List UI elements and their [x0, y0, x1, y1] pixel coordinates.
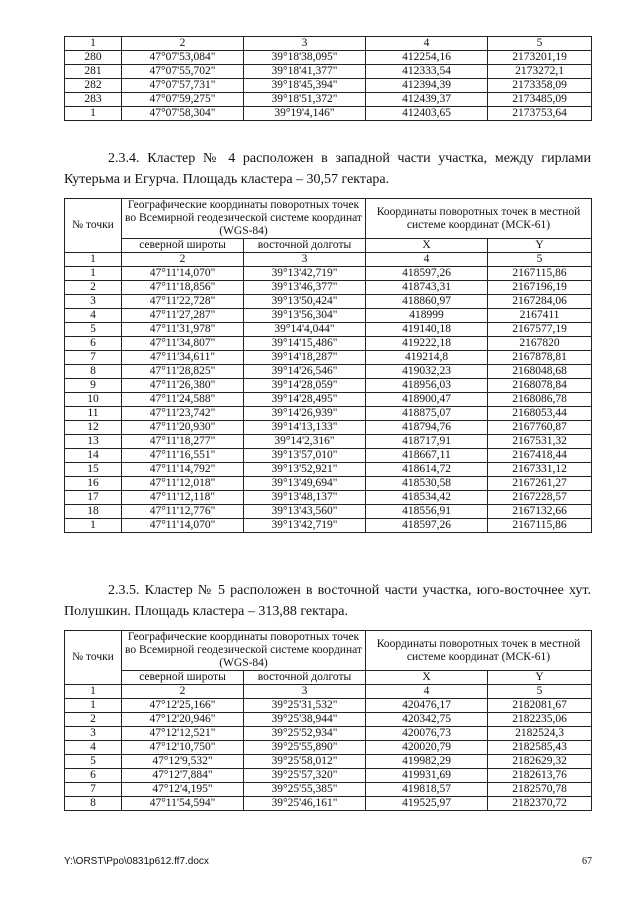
table-cell: 418860,97	[366, 295, 488, 309]
table-cell: 2167132,66	[488, 505, 592, 519]
table-row	[65, 267, 592, 281]
table-row	[65, 65, 592, 79]
table-cell: 47°11'28,825"	[122, 365, 244, 379]
table-row	[65, 337, 592, 351]
table-cell: 2167577,19	[488, 323, 592, 337]
table-cell: 283	[65, 93, 122, 107]
table-cell: 2168048,68	[488, 365, 592, 379]
table-row	[65, 477, 592, 491]
table-cell: 47°07'58,304"	[122, 107, 244, 121]
table-cell: 2167284,06	[488, 295, 592, 309]
table-cell: 47°11'20,930"	[122, 421, 244, 435]
table-cell: 39°14'2,316"	[244, 435, 366, 449]
table-cell: 2168078,84	[488, 379, 592, 393]
table-cell: 6	[65, 769, 122, 783]
table-cell: 13	[65, 435, 122, 449]
table-cell: 14	[65, 449, 122, 463]
table-cell: 39°19'4,146"	[244, 107, 366, 121]
table-cell: 419222,18	[366, 337, 488, 351]
table-cell: 47°11'27,287"	[122, 309, 244, 323]
table-cell: 39°14'13,133"	[244, 421, 366, 435]
table-cell: 419140,18	[366, 323, 488, 337]
column-number: 3	[244, 253, 366, 267]
column-number: 1	[65, 37, 122, 51]
table-cell: 39°18'38,095"	[244, 51, 366, 65]
coordinates-table-cluster-3-continued	[64, 36, 592, 121]
table-cell: 281	[65, 65, 122, 79]
table-row	[65, 407, 592, 421]
table-cell: 17	[65, 491, 122, 505]
table-cell: 420342,75	[366, 713, 488, 727]
column-numbers-row	[65, 37, 592, 51]
header-local-coordinates: Координаты поворотных точек в местной системе координат (МСК-61)	[366, 199, 592, 239]
table-cell: 16	[65, 477, 122, 491]
table-cell: 39°13'56,304"	[244, 309, 366, 323]
header-longitude: восточной долготы	[244, 239, 366, 253]
table-cell: 8	[65, 365, 122, 379]
table-cell: 47°11'18,856"	[122, 281, 244, 295]
header-x: X	[366, 671, 488, 685]
table-row	[65, 323, 592, 337]
table-row	[65, 463, 592, 477]
table-cell: 418875,07	[366, 407, 488, 421]
table-cell: 1	[65, 267, 122, 281]
table-cell: 8	[65, 797, 122, 811]
table-cell: 47°12'12,521"	[122, 727, 244, 741]
table-cell: 1	[65, 699, 122, 713]
table-cell: 2173753,64	[488, 107, 592, 121]
table-cell: 418556,91	[366, 505, 488, 519]
table-cell: 39°25'55,890"	[244, 741, 366, 755]
table-cell: 47°07'59,275"	[122, 93, 244, 107]
table-cell: 47°11'24,588"	[122, 393, 244, 407]
table-cell: 6	[65, 337, 122, 351]
table-row	[65, 107, 592, 121]
table-cell: 280	[65, 51, 122, 65]
table-cell: 2173201,19	[488, 51, 592, 65]
table-cell: 412403,65	[366, 107, 488, 121]
column-number: 3	[244, 685, 366, 699]
table-cell: 2173272,1	[488, 65, 592, 79]
table-cell: 419931,69	[366, 769, 488, 783]
table-cell: 2167531,32	[488, 435, 592, 449]
table-row	[65, 797, 592, 811]
cluster-5-paragraph: 2.3.5. Кластер № 5 расположен в восточной части участка, юго-восточнее хут. Полушкин. Площадь кластера – 313,88 гектара.	[64, 583, 591, 619]
table-cell: 419214,8	[366, 351, 488, 365]
table-cell: 39°13'49,694"	[244, 477, 366, 491]
table-row	[65, 79, 592, 93]
table-cell: 2	[65, 281, 122, 295]
table-row	[65, 421, 592, 435]
table-cell: 418900,47	[366, 393, 488, 407]
header-local-coordinates: Координаты поворотных точек в местной системе координат (МСК-61)	[366, 631, 592, 671]
table-cell: 412394,39	[366, 79, 488, 93]
table-row	[65, 727, 592, 741]
table-row	[65, 365, 592, 379]
table-cell: 39°13'52,921"	[244, 463, 366, 477]
table-cell: 2	[65, 713, 122, 727]
table-row	[65, 435, 592, 449]
table-cell: 419982,29	[366, 755, 488, 769]
table-cell: 418530,58	[366, 477, 488, 491]
table-cell: 419032,23	[366, 365, 488, 379]
table-cell: 4	[65, 741, 122, 755]
table-cell: 418794,76	[366, 421, 488, 435]
table-cell: 15	[65, 463, 122, 477]
table-row	[65, 699, 592, 713]
table-cell: 2168086,78	[488, 393, 592, 407]
table-cell: 39°13'42,719"	[244, 519, 366, 533]
table-cell: 2167820	[488, 337, 592, 351]
table-cell: 2182370,72	[488, 797, 592, 811]
column-number: 2	[122, 685, 244, 699]
footer-file-path: Y:\ORST\Ppo\0831p612.ff7.docx	[64, 856, 209, 867]
table-row	[65, 741, 592, 755]
header-x: X	[366, 239, 488, 253]
column-number: 4	[366, 37, 488, 51]
table-row	[65, 769, 592, 783]
table-cell: 47°12'7,884"	[122, 769, 244, 783]
table-cell: 47°12'10,750"	[122, 741, 244, 755]
table-cell: 12	[65, 421, 122, 435]
table-cell: 39°25'38,944"	[244, 713, 366, 727]
table-cell: 39°13'43,560"	[244, 505, 366, 519]
table-cell: 419818,57	[366, 783, 488, 797]
table-cell: 1	[65, 107, 122, 121]
table-cell: 39°13'46,377"	[244, 281, 366, 295]
table-cell: 2173358,09	[488, 79, 592, 93]
table-cell: 420020,79	[366, 741, 488, 755]
table-row	[65, 783, 592, 797]
table-cell: 47°11'31,978"	[122, 323, 244, 337]
header-longitude: восточной долготы	[244, 671, 366, 685]
table-cell: 2182524,3	[488, 727, 592, 741]
table-cell: 47°11'34,807"	[122, 337, 244, 351]
table-cell: 39°13'57,010"	[244, 449, 366, 463]
table-cell: 418597,26	[366, 519, 488, 533]
header-geo-coordinates: Географические координаты поворотных точек во Всемирной геодезической системе координат (WGS-84)	[122, 631, 366, 671]
table-cell: 2167115,86	[488, 519, 592, 533]
table-cell: 39°14'28,059"	[244, 379, 366, 393]
table-cell: 418956,03	[366, 379, 488, 393]
table-row	[65, 755, 592, 769]
table-cell: 2167115,86	[488, 267, 592, 281]
table-row	[65, 379, 592, 393]
table-cell: 39°14'28,495"	[244, 393, 366, 407]
table-row	[65, 295, 592, 309]
table-cell: 47°11'16,551"	[122, 449, 244, 463]
table-cell: 419525,97	[366, 797, 488, 811]
table-cell: 418667,11	[366, 449, 488, 463]
table-cell: 47°11'54,594"	[122, 797, 244, 811]
column-number: 4	[366, 685, 488, 699]
table-cell: 7	[65, 783, 122, 797]
table-cell: 418614,72	[366, 463, 488, 477]
table-cell: 47°12'20,946"	[122, 713, 244, 727]
table-cell: 420076,73	[366, 727, 488, 741]
table-cell: 39°18'41,377"	[244, 65, 366, 79]
table-cell: 47°12'4,195"	[122, 783, 244, 797]
table-row	[65, 449, 592, 463]
table-cell: 47°11'22,728"	[122, 295, 244, 309]
table-cell: 9	[65, 379, 122, 393]
table-cell: 7	[65, 351, 122, 365]
table-cell: 39°14'15,486"	[244, 337, 366, 351]
table-cell: 418597,26	[366, 267, 488, 281]
table-row	[65, 351, 592, 365]
column-number: 5	[488, 253, 592, 267]
table-row	[65, 491, 592, 505]
table-cell: 412254,16	[366, 51, 488, 65]
table-cell: 47°12'9,532"	[122, 755, 244, 769]
cluster-4-paragraph: 2.3.4. Кластер № 4 расположен в западной части участка, между гирлами Кутерьма и Егурча. Площадь кластера – 30,57 гектара.	[64, 151, 591, 187]
table-cell: 4	[65, 309, 122, 323]
table-cell: 418743,31	[366, 281, 488, 295]
table-cell: 47°12'25,166"	[122, 699, 244, 713]
table-cell: 3	[65, 295, 122, 309]
table-cell: 39°25'57,320"	[244, 769, 366, 783]
table-cell: 418534,42	[366, 491, 488, 505]
table-cell: 47°11'12,776"	[122, 505, 244, 519]
table-cell: 47°07'57,731"	[122, 79, 244, 93]
header-point-number: № точки	[65, 199, 122, 253]
table-cell: 39°14'26,546"	[244, 365, 366, 379]
table-cell: 2182570,78	[488, 783, 592, 797]
table-cell: 18	[65, 505, 122, 519]
table-cell: 11	[65, 407, 122, 421]
table-cell: 39°13'50,424"	[244, 295, 366, 309]
table-cell: 282	[65, 79, 122, 93]
coordinates-table-cluster-4	[64, 198, 592, 533]
column-number: 5	[488, 685, 592, 699]
table-cell: 420476,17	[366, 699, 488, 713]
table-cell: 2182235,06	[488, 713, 592, 727]
column-number: 1	[65, 685, 122, 699]
table-cell: 47°11'34,611"	[122, 351, 244, 365]
table-cell: 39°14'26,939"	[244, 407, 366, 421]
header-y: Y	[488, 671, 592, 685]
table-cell: 1	[65, 519, 122, 533]
table-cell: 2173485,09	[488, 93, 592, 107]
table-cell: 39°14'4,044"	[244, 323, 366, 337]
table-cell: 2182629,32	[488, 755, 592, 769]
table-cell: 47°11'26,380"	[122, 379, 244, 393]
table-cell: 10	[65, 393, 122, 407]
table-cell: 2167331,12	[488, 463, 592, 477]
table-cell: 39°13'42,719"	[244, 267, 366, 281]
table-cell: 418999	[366, 309, 488, 323]
column-number: 4	[366, 253, 488, 267]
table-cell: 39°14'18,287"	[244, 351, 366, 365]
table-row	[65, 505, 592, 519]
table-cell: 2167878,81	[488, 351, 592, 365]
table-cell: 2167418,44	[488, 449, 592, 463]
table-cell: 5	[65, 755, 122, 769]
table-cell: 39°25'58,012"	[244, 755, 366, 769]
coordinates-table-cluster-5	[64, 630, 592, 811]
table-cell: 39°25'46,161"	[244, 797, 366, 811]
table-cell: 39°18'51,372"	[244, 93, 366, 107]
header-geo-coordinates: Географические координаты поворотных точек во Всемирной геодезической системе координат (WGS-84)	[122, 199, 366, 239]
table-row	[65, 393, 592, 407]
table-cell: 39°13'48,137"	[244, 491, 366, 505]
header-latitude: северной широты	[122, 239, 244, 253]
table-cell: 2167261,27	[488, 477, 592, 491]
table-cell: 5	[65, 323, 122, 337]
table-cell: 39°25'31,532"	[244, 699, 366, 713]
table-row	[65, 519, 592, 533]
table-cell: 39°25'55,385"	[244, 783, 366, 797]
table-cell: 47°11'14,792"	[122, 463, 244, 477]
table-cell: 3	[65, 727, 122, 741]
column-number: 2	[122, 37, 244, 51]
table-cell: 2168053,44	[488, 407, 592, 421]
column-number: 2	[122, 253, 244, 267]
table-cell: 2182081,67	[488, 699, 592, 713]
table-cell: 2182585,43	[488, 741, 592, 755]
table-cell: 412439,37	[366, 93, 488, 107]
table-cell: 47°11'14,070"	[122, 519, 244, 533]
table-cell: 47°11'18,277"	[122, 435, 244, 449]
column-number: 1	[65, 253, 122, 267]
table-cell: 2167228,57	[488, 491, 592, 505]
header-latitude: северной широты	[122, 671, 244, 685]
table-cell: 47°11'14,070"	[122, 267, 244, 281]
table-cell: 47°11'12,018"	[122, 477, 244, 491]
table-cell: 2167196,19	[488, 281, 592, 295]
table-cell: 47°11'12,118"	[122, 491, 244, 505]
header-point-number: № точки	[65, 631, 122, 685]
table-cell: 39°18'45,394"	[244, 79, 366, 93]
table-cell: 2167760,87	[488, 421, 592, 435]
table-cell: 39°25'52,934"	[244, 727, 366, 741]
table-row	[65, 93, 592, 107]
table-row	[65, 51, 592, 65]
table-cell: 47°07'53,084"	[122, 51, 244, 65]
table-cell: 412333,54	[366, 65, 488, 79]
table-cell: 418717,91	[366, 435, 488, 449]
header-y: Y	[488, 239, 592, 253]
page-number: 67	[582, 856, 592, 867]
table-row	[65, 281, 592, 295]
table-cell: 2182613,76	[488, 769, 592, 783]
column-number: 3	[244, 37, 366, 51]
table-row	[65, 713, 592, 727]
table-cell: 47°07'55,702"	[122, 65, 244, 79]
table-cell: 2167411	[488, 309, 592, 323]
table-row	[65, 309, 592, 323]
table-cell: 47°11'23,742"	[122, 407, 244, 421]
column-number: 5	[488, 37, 592, 51]
